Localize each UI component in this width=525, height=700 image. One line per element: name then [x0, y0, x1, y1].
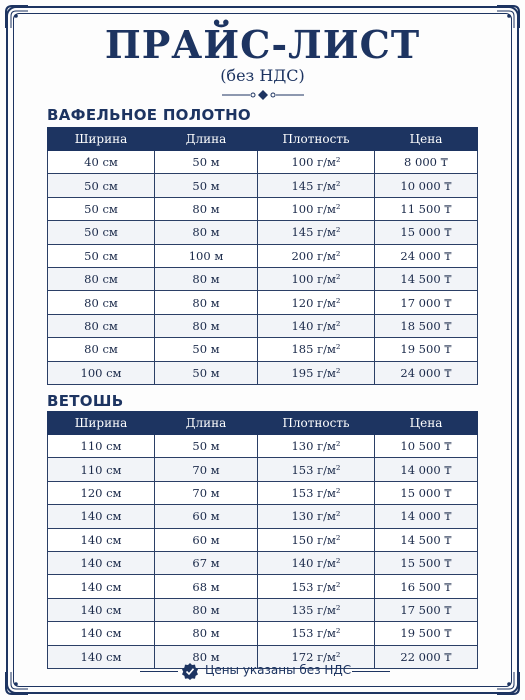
- cell-density: 172 г/м²: [258, 645, 375, 668]
- check-badge-icon: [181, 662, 199, 680]
- cell-width: 50 см: [48, 221, 155, 244]
- table-row: [48, 528, 478, 551]
- cell-density: 130 г/м²: [258, 435, 375, 458]
- table-header-row: [48, 128, 478, 151]
- table-row: [48, 151, 478, 174]
- table-body: [48, 435, 478, 669]
- table-row: [48, 267, 478, 290]
- cell-price: 10 500 ₸: [375, 435, 478, 458]
- cell-width: 50 см: [48, 197, 155, 220]
- cell-width: 140 см: [48, 622, 155, 645]
- cell-price: 24 000 ₸: [375, 244, 478, 267]
- cell-length: 80 м: [155, 267, 258, 290]
- footer-divider: [352, 671, 390, 672]
- cell-price: 14 500 ₸: [375, 528, 478, 551]
- table-row: [48, 197, 478, 220]
- table-row: [48, 505, 478, 528]
- table-row: [48, 622, 478, 645]
- column-header-price: Цена: [375, 412, 478, 435]
- column-header-width: Ширина: [48, 128, 155, 151]
- cell-width: 110 см: [48, 435, 155, 458]
- column-header-width: Ширина: [48, 412, 155, 435]
- cell-length: 50 м: [155, 174, 258, 197]
- table-row: [48, 551, 478, 574]
- column-header-density: Плотность: [258, 128, 375, 151]
- cell-density: 140 г/м²: [258, 551, 375, 574]
- cell-length: 80 м: [155, 622, 258, 645]
- cell-price: 17 000 ₸: [375, 291, 478, 314]
- cell-length: 80 м: [155, 314, 258, 337]
- corner-ornament-icon: [4, 670, 30, 696]
- cell-density: 100 г/м²: [258, 197, 375, 220]
- cell-width: 110 см: [48, 458, 155, 481]
- cell-price: 22 000 ₸: [375, 645, 478, 668]
- table-row: [48, 458, 478, 481]
- cell-width: 120 см: [48, 481, 155, 504]
- cell-density: 153 г/м²: [258, 622, 375, 645]
- cell-price: 15 000 ₸: [375, 481, 478, 504]
- cell-length: 50 м: [155, 361, 258, 384]
- cell-width: 80 см: [48, 338, 155, 361]
- cell-density: 145 г/м²: [258, 221, 375, 244]
- cell-width: 140 см: [48, 575, 155, 598]
- cell-width: 80 см: [48, 314, 155, 337]
- cell-price: 14 500 ₸: [375, 267, 478, 290]
- cell-price: 18 500 ₸: [375, 314, 478, 337]
- cell-price: 14 000 ₸: [375, 458, 478, 481]
- column-header-density: Плотность: [258, 412, 375, 435]
- page-subtitle: (без НДС): [220, 66, 305, 85]
- cell-density: 185 г/м²: [258, 338, 375, 361]
- cell-density: 200 г/м²: [258, 244, 375, 267]
- table-row: [48, 435, 478, 458]
- cell-length: 70 м: [155, 458, 258, 481]
- cell-length: 60 м: [155, 505, 258, 528]
- cell-density: 153 г/м²: [258, 481, 375, 504]
- table-body: [48, 151, 478, 385]
- page-title: ПРАЙС-ЛИСТ: [104, 22, 421, 67]
- cell-length: 70 м: [155, 481, 258, 504]
- column-header-price: Цена: [375, 128, 478, 151]
- footer-divider: [140, 671, 178, 672]
- cell-density: 135 г/м²: [258, 598, 375, 621]
- cell-width: 50 см: [48, 244, 155, 267]
- table-row: [48, 314, 478, 337]
- cell-width: 140 см: [48, 551, 155, 574]
- cell-price: 17 500 ₸: [375, 598, 478, 621]
- cell-density: 140 г/м²: [258, 314, 375, 337]
- price-table-waffle: [47, 127, 478, 385]
- cell-length: 80 м: [155, 291, 258, 314]
- cell-length: 50 м: [155, 338, 258, 361]
- cell-length: 50 м: [155, 151, 258, 174]
- table-row: [48, 221, 478, 244]
- cell-price: 24 000 ₸: [375, 361, 478, 384]
- price-table-rags: [47, 411, 478, 669]
- section-title-rags: ВЕТОШЬ: [47, 392, 124, 410]
- cell-density: 153 г/м²: [258, 458, 375, 481]
- cell-width: 40 см: [48, 151, 155, 174]
- footer-note: Цены указаны без НДС: [205, 663, 352, 677]
- cell-width: 80 см: [48, 291, 155, 314]
- table-row: [48, 244, 478, 267]
- cell-length: 80 м: [155, 197, 258, 220]
- cell-density: 120 г/м²: [258, 291, 375, 314]
- column-header-length: Длина: [155, 128, 258, 151]
- cell-density: 130 г/м²: [258, 505, 375, 528]
- cell-price: 14 000 ₸: [375, 505, 478, 528]
- cell-density: 100 г/м²: [258, 151, 375, 174]
- cell-length: 80 м: [155, 645, 258, 668]
- cell-length: 100 м: [155, 244, 258, 267]
- cell-price: 10 000 ₸: [375, 174, 478, 197]
- table-row: [48, 291, 478, 314]
- cell-price: 16 500 ₸: [375, 575, 478, 598]
- cell-density: 150 г/м²: [258, 528, 375, 551]
- table-row: [48, 598, 478, 621]
- table-row: [48, 361, 478, 384]
- cell-length: 80 м: [155, 598, 258, 621]
- cell-length: 67 м: [155, 551, 258, 574]
- cell-price: 11 500 ₸: [375, 197, 478, 220]
- cell-price: 15 500 ₸: [375, 551, 478, 574]
- cell-width: 50 см: [48, 174, 155, 197]
- cell-width: 140 см: [48, 598, 155, 621]
- cell-price: 19 500 ₸: [375, 622, 478, 645]
- table-row: [48, 575, 478, 598]
- table-header-row: [48, 412, 478, 435]
- column-header-length: Длина: [155, 412, 258, 435]
- table-row: [48, 338, 478, 361]
- cell-density: 195 г/м²: [258, 361, 375, 384]
- cell-density: 153 г/м²: [258, 575, 375, 598]
- cell-density: 145 г/м²: [258, 174, 375, 197]
- cell-width: 100 см: [48, 361, 155, 384]
- section-title-waffle: ВАФЕЛЬНОЕ ПОЛОТНО: [47, 106, 251, 124]
- table-row: [48, 481, 478, 504]
- divider-ornament-icon: [222, 87, 304, 101]
- cell-length: 80 м: [155, 221, 258, 244]
- cell-width: 140 см: [48, 528, 155, 551]
- cell-density: 100 г/м²: [258, 267, 375, 290]
- cell-width: 80 см: [48, 267, 155, 290]
- cell-length: 68 м: [155, 575, 258, 598]
- cell-width: 140 см: [48, 645, 155, 668]
- cell-price: 15 000 ₸: [375, 221, 478, 244]
- corner-ornament-icon: [495, 670, 521, 696]
- cell-price: 8 000 ₸: [375, 151, 478, 174]
- cell-price: 19 500 ₸: [375, 338, 478, 361]
- cell-length: 50 м: [155, 435, 258, 458]
- cell-length: 60 м: [155, 528, 258, 551]
- table-row: [48, 174, 478, 197]
- cell-width: 140 см: [48, 505, 155, 528]
